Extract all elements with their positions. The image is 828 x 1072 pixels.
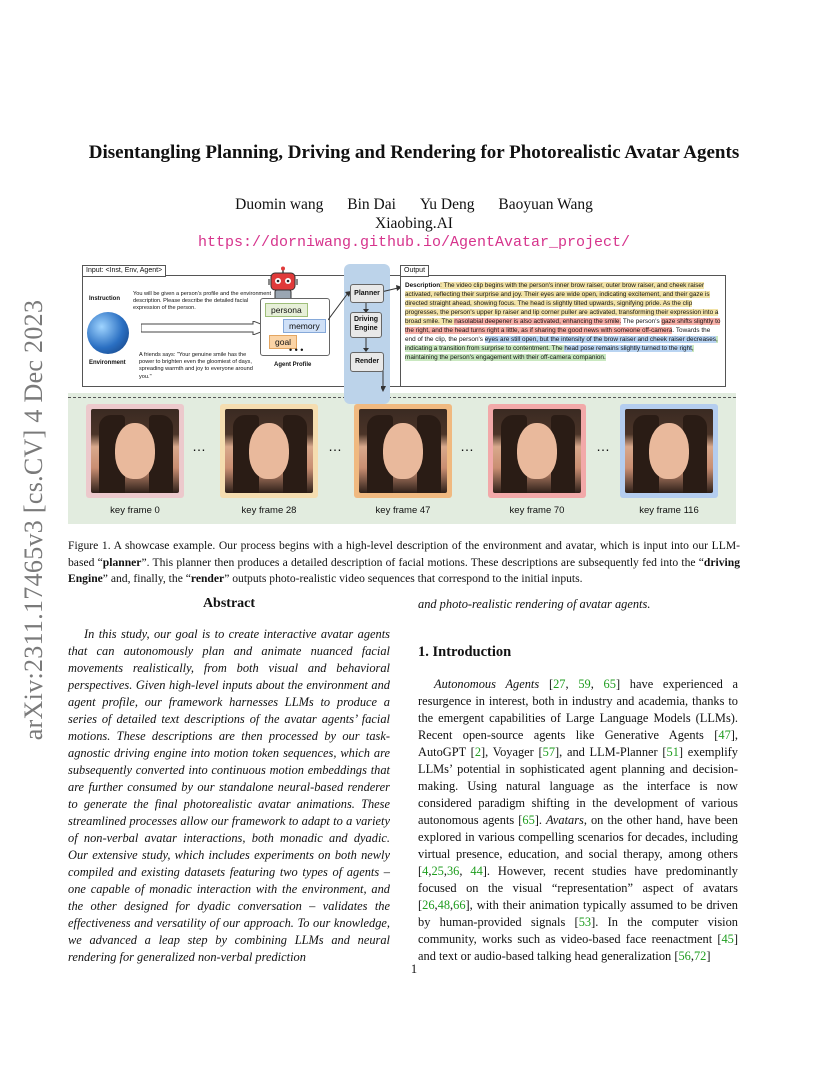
desc-segment: The person's [621, 318, 662, 325]
key-frame-label: key frame 0 [110, 505, 160, 516]
desc-segment: . Towards the end of the clip, the person's [405, 327, 711, 343]
intro-text: , [690, 949, 694, 963]
right-column [418, 596, 738, 965]
intro-text: ]. In the computer vision community, works such as video-based face reenactment [ [418, 915, 738, 946]
author: Bin Dai [347, 196, 396, 213]
citation-link[interactable]: 56 [678, 949, 691, 963]
author: Baoyuan Wang [498, 196, 593, 213]
intro-text: , [459, 864, 471, 878]
globe-icon [87, 312, 129, 354]
agent-profile-label: Agent Profile [274, 362, 312, 368]
desc-segment: gaze shifts slightly to the right, and the head turns right a little, as if sharing the good news with someone off-camera [405, 318, 721, 334]
paper-title: Disentangling Planning, Driving and Rendering for Photorealistic Avatar Agents [88, 142, 740, 163]
intro-text: ], with their animation typically assumed to be driven by human-provided signals [ [418, 898, 738, 929]
input-label: Input: <Inst, Env, Agent> [82, 265, 166, 277]
left-column [68, 596, 390, 966]
intro-text: ] exemplify LLMs’ potential in sophisticated agent planning and decision-making. Using natural language as the interface is now considered paradigm shifting in the development of various autonomous agents [ [418, 745, 738, 827]
intro-text: , [428, 864, 432, 878]
intro-text: Avatars [546, 813, 584, 827]
desc-segment: eyes are still open, but the intensity of the brow raiser and cheek raiser decreases [484, 336, 716, 343]
citation-link[interactable]: 72 [693, 949, 707, 963]
citation-link[interactable]: 65 [522, 813, 535, 827]
intro-text: , [565, 677, 579, 691]
project-url-link[interactable]: https://dorniwang.github.io/AgentAvatar_project/ [197, 234, 631, 251]
instruction-label: Instruction [89, 296, 120, 302]
intro-text: ] and text or audio-based talking head generalization [ [418, 932, 738, 963]
caption-bold: render [190, 572, 225, 585]
desc-segment: head pose remains slightly turned to the right [564, 345, 692, 352]
abstract-title: Abstract [202, 596, 256, 611]
intro-text: ] have experienced a resurgence in interest, both in industry and academia, thanks to the emergent capabilities of Large Language Models (LLMs). Recent open-source agents like Generative Agents [ [418, 677, 739, 742]
citation-link[interactable]: 48 [437, 898, 451, 912]
key-frame-0-image [86, 404, 184, 498]
key-frame-47-image [354, 404, 452, 498]
render-block: Render [350, 352, 384, 372]
intro-text: Autonomous Agents [434, 677, 540, 691]
caption-bold: driving Engine [68, 555, 740, 585]
profile-persona: persona [265, 303, 308, 317]
instruction-text: You will be given a person's profile and the environment description. Please describe the detailed facial expression of the person. [133, 291, 271, 312]
citation-link[interactable]: 47 [718, 728, 731, 742]
intro-text: ] [706, 949, 711, 963]
output-panel [400, 275, 726, 387]
output-label: Output [400, 265, 429, 277]
profile-goal: goal [269, 335, 297, 349]
intro-text: ]. [534, 813, 546, 827]
intro-text: , [590, 677, 604, 691]
desc-segment: nasolabial deepener is also activated, enhancing the smile. [454, 318, 622, 325]
arrow-right-icon [141, 321, 271, 335]
intro-text: [ [539, 677, 554, 691]
citation-link[interactable]: 53 [578, 915, 592, 929]
key-frame-label: key frame 116 [639, 505, 699, 516]
desc-segment: , indicating a transition from surprise to contentment. The [405, 336, 718, 352]
ellipsis: … [596, 438, 610, 454]
key-frame-label: key frame 47 [375, 505, 431, 516]
citation-link[interactable]: 25 [431, 864, 444, 878]
ellipsis: … [328, 438, 342, 454]
affiliation: Xiaobing.AI [375, 215, 453, 232]
citation-link[interactable]: 26 [422, 898, 435, 912]
intro-text: ], AutoGPT [ [418, 728, 738, 759]
key-frame-label: key frame 70 [509, 505, 565, 516]
environment-text: A friends says: "Your genuine smile has the power to brighten even the gloomiest of days, spreading warmth and joy to everyone around you." [139, 352, 253, 380]
key-frame-label: key frame 28 [241, 505, 297, 516]
page-number: 1 [410, 962, 418, 976]
description-label: Description [405, 282, 441, 289]
profile-memory: memory [283, 319, 326, 333]
citation-link[interactable]: 36 [446, 864, 460, 878]
key-frame-28-image [220, 404, 318, 498]
desc-segment: : The video clip begins with the person's inner brow raiser, outer brow raiser, and cheek raiser activated, reflecting their surprise and joy. Their eyes are wide open, indicating excitement, and their gaze is directed straight ahead, showing focus. The head is slightly tilted upwards, signifying pride. As the clip progresses, the person's upper lip raiser and lip corner puller are activated, transforming their expression into a broad smile. The [405, 282, 719, 325]
citation-link[interactable]: 59 [578, 677, 591, 691]
caption-text: Figure 1. A showcase example. Our process begins with a high-level description of the environment and avatar, which is input into our LLM-based “ [68, 539, 740, 569]
output-description [405, 281, 721, 362]
citation-link[interactable]: 51 [666, 745, 679, 759]
caption-bold: planner [102, 555, 142, 569]
environment-label: Environment [89, 360, 126, 366]
citation-link[interactable]: 27 [553, 677, 566, 691]
arrow-to-planner-icon [328, 288, 352, 328]
planner-block: Planner [350, 284, 384, 303]
author: Duomin wang [235, 196, 324, 213]
profile-more: • • • [289, 345, 304, 355]
intro-text: ]. However, recent studies have predominantly focused on the visual “representation” aspect of avatars [ [418, 864, 738, 912]
section-title: 1. Introduction [418, 644, 512, 660]
abstract-continuation: and photo-realistic rendering of avatar agents. [418, 597, 651, 611]
abstract-text: In this study, our goal is to create interactive avatar agents that can autonomously plan and animate nuanced facial movements realistically, from both visual and behavioral perspectives. Given high-level inputs about the environment and agent profile, our framework harnesses LLMs to produce a series of detailed text descriptions of the avatar agents’ facial motions. These descriptions are then processed by our task-agnostic driving engine into motion token sequences, which are subsequently converted into continuous motion embeddings that are further consumed by our standalone neural-based renderer to generate the final photorealistic avatar animations. These streamlined processes allow our framework to adapt to a variety of non-verbal avatar interactions, both monadic and dyadic. Our extensive study, which includes experiments on both newly compiled and existing datasets featuring two types of agents – one capable of monadic interaction with the environment, and the other designed for dyadic conversation – validates the effectiveness and versatility of our approach. To our knowledge, we advanced a leap step by combining LLMs and neural rendering for generalized non-verbal prediction [68, 627, 390, 964]
citation-link[interactable]: 45 [721, 932, 734, 946]
citation-link[interactable]: 44 [470, 864, 483, 878]
figure-1 [68, 262, 736, 524]
intro-text: , [434, 898, 438, 912]
caption-text: ” outputs photo-realistic video sequences that correspond to the initial inputs. [224, 572, 583, 585]
ellipsis: … [460, 438, 474, 454]
author-list [0, 196, 828, 214]
caption-text: ”. This planner then produces a detailed description of facial motions. These descriptions are subsequently fed into the “ [141, 555, 704, 569]
intro-text: , [450, 898, 454, 912]
key-frame-70-image [488, 404, 586, 498]
intro-paragraph [418, 676, 738, 965]
robot-icon [266, 266, 300, 302]
intro-text: , [443, 864, 447, 878]
arxiv-sidebar [14, 290, 54, 750]
author: Yu Deng [419, 196, 475, 213]
agent-profile-box [260, 298, 330, 356]
arxiv-id: arXiv:2311.17465v3 [cs.CV] 4 Dec 2023 [19, 299, 48, 741]
citation-link[interactable]: 65 [603, 677, 616, 691]
citation-link[interactable]: 2 [474, 745, 482, 759]
intro-text: ], Voyager [ [481, 745, 543, 759]
ellipsis: … [192, 438, 206, 454]
citation-link[interactable]: 57 [542, 745, 556, 759]
intro-text: , on the other hand, have been explored in various compelling scenarios for decades, including virtual presence, education, and social therapy, among others [ [418, 813, 738, 878]
driving-engine-block: Driving Engine [350, 312, 382, 338]
desc-segment: , maintaining the person's engagement with their off-camera companion. [405, 345, 694, 361]
figure-caption [68, 538, 740, 588]
key-frame-116-image [620, 404, 718, 498]
caption-text: ” and, finally, the “ [102, 572, 191, 585]
citation-link[interactable]: 66 [453, 898, 466, 912]
citation-link[interactable]: 4 [422, 864, 429, 878]
intro-text: ], and LLM-Planner [ [555, 745, 667, 759]
